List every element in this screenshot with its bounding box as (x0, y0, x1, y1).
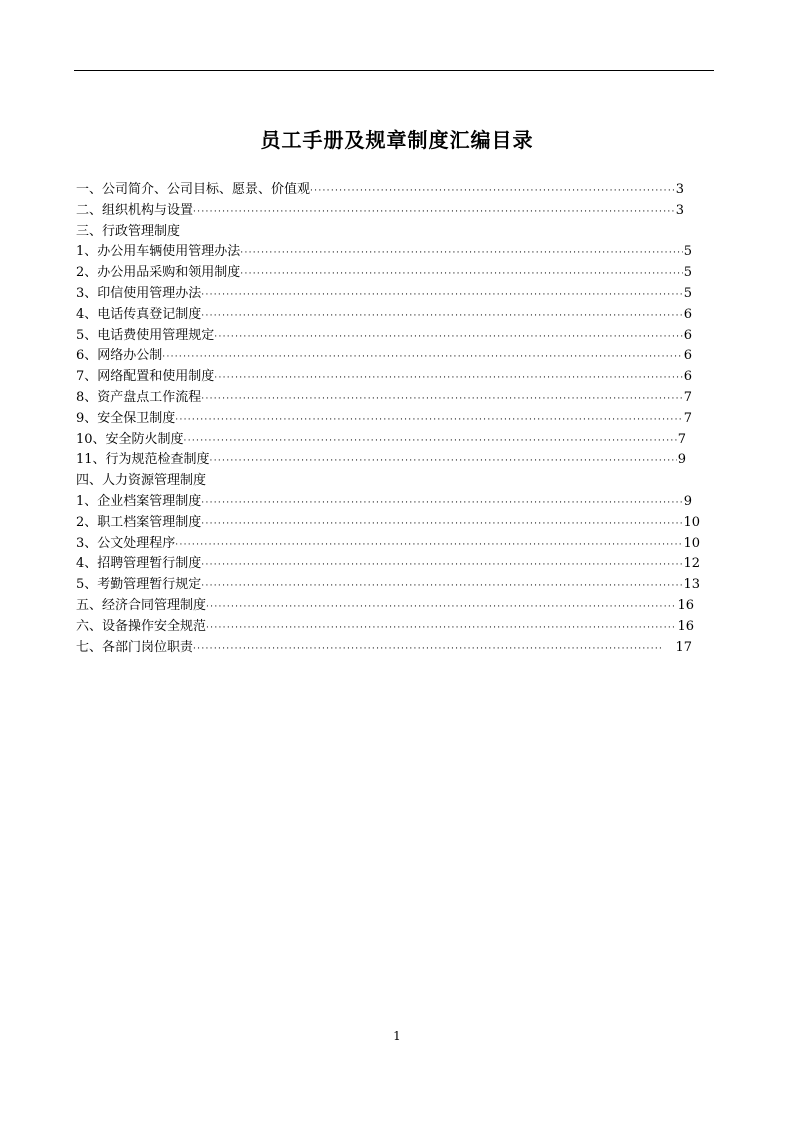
toc-leader-dots (206, 597, 676, 618)
toc-entry[interactable] (76, 367, 692, 388)
toc-leader-dots (201, 514, 682, 535)
toc-entry[interactable] (76, 596, 694, 617)
toc-entry[interactable] (76, 284, 692, 305)
toc-entry[interactable] (76, 471, 716, 492)
toc-leader-dots (184, 431, 677, 452)
toc-leader-dots (175, 535, 682, 556)
toc-leader-dots (201, 555, 682, 576)
toc-entry[interactable] (76, 305, 692, 326)
toc-entry[interactable] (76, 450, 686, 471)
toc-entry-label: 3、公文处理程序 (76, 535, 176, 551)
toc-entry-page: 3 (675, 202, 684, 218)
toc-entry-page: 9 (677, 452, 686, 468)
toc-entry-label: 11、行为规范检查制度 (76, 452, 210, 468)
toc-entry[interactable] (76, 388, 692, 409)
toc-leader-dots (310, 181, 675, 202)
toc-entry-page: 10 (683, 535, 700, 551)
toc-entry[interactable] (76, 242, 692, 263)
toc-leader-dots (240, 264, 682, 285)
toc-entry-label: 7、网络配置和使用制度 (76, 369, 215, 385)
toc-leader-dots (193, 202, 675, 223)
toc-entry[interactable] (76, 575, 700, 596)
toc-entry-label: 五、经济合同管理制度 (76, 597, 207, 613)
toc-entry-label: 9、安全保卫制度 (76, 410, 176, 426)
toc-entry-label: 三、行政管理制度 (76, 223, 181, 239)
toc-entry-page: 6 (683, 369, 692, 385)
toc-entry[interactable] (76, 430, 686, 451)
toc-entry[interactable] (76, 326, 692, 347)
toc-leader-dots (214, 327, 682, 348)
toc-entry-page: 6 (683, 348, 692, 364)
toc-entry-label: 一、公司简介、公司目标、愿景、价值观 (76, 182, 311, 197)
document-title: 员工手册及规章制度汇编目录 (260, 128, 534, 152)
toc-entry-page: 7 (683, 389, 692, 405)
toc-entry-page: 5 (683, 244, 692, 260)
toc-entry[interactable] (76, 409, 692, 430)
toc-entry-label: 1、企业档案管理制度 (76, 493, 202, 509)
toc-entry[interactable] (76, 617, 694, 638)
toc-entry-label: 3、印信使用管理办法 (76, 285, 202, 301)
toc-leader-dots (201, 493, 682, 514)
toc-leader-dots (201, 306, 682, 327)
toc-entry-label: 5、考勤管理暂行规定 (76, 577, 202, 593)
toc-leader-dots (210, 451, 677, 472)
toc-entry-label: 四、人力资源管理制度 (76, 473, 207, 489)
toc-entry-label: 4、招聘管理暂行制度 (76, 556, 202, 572)
toc-entry-page: 10 (683, 514, 700, 530)
toc-entry-label: 4、电话传真登记制度 (76, 306, 202, 322)
toc-leader-dots (193, 639, 661, 660)
toc-entry-page: 12 (683, 556, 700, 572)
toc-entry-page: 13 (683, 577, 700, 593)
toc-leader-dots (214, 368, 682, 389)
toc-leader-dots (206, 618, 676, 639)
page-number: 1 (393, 1029, 401, 1043)
toc-entry-page: 9 (683, 493, 692, 509)
toc-entry[interactable] (76, 263, 692, 284)
toc-entry[interactable] (76, 201, 684, 222)
toc-entry[interactable] (76, 638, 692, 659)
toc-leader-dots (201, 576, 682, 597)
toc-entry-page: 6 (683, 306, 692, 322)
toc-entry-page: 7 (683, 410, 692, 426)
toc-entry-page: 7 (677, 431, 686, 447)
toc-entry-page: 5 (683, 285, 692, 301)
toc-entry-page: 16 (677, 618, 694, 634)
toc-entry-label: 6、网络办公制 (76, 348, 163, 364)
toc-entry-page: 17 (675, 639, 692, 655)
toc-entry-label: 六、设备操作安全规范 (76, 618, 207, 634)
toc-leader-dots (201, 285, 682, 306)
toc-leader-dots (240, 243, 682, 264)
toc-entry[interactable] (76, 180, 684, 201)
toc-entry-label: 8、资产盘点工作流程 (76, 389, 202, 405)
toc-entry-label: 5、电话费使用管理规定 (76, 327, 215, 343)
header-rule (74, 70, 714, 71)
toc-leader-dots (175, 410, 682, 431)
toc-leader-dots (162, 347, 682, 368)
toc-entry[interactable] (76, 554, 700, 575)
toc-entry-label: 七、各部门岗位职责 (76, 639, 194, 655)
toc-entry[interactable] (76, 346, 692, 367)
toc-entry[interactable] (76, 534, 700, 555)
toc-leader-dots (201, 389, 682, 410)
toc-entry-page: 3 (675, 182, 684, 197)
toc-entry-page: 16 (677, 597, 694, 613)
toc-entry-label: 10、安全防火制度 (76, 431, 184, 447)
toc-entry[interactable] (76, 492, 692, 513)
toc-entry-page: 5 (683, 265, 692, 281)
table-of-contents (76, 180, 716, 658)
toc-entry[interactable] (76, 513, 700, 534)
toc-entry-label: 二、组织机构与设置 (76, 202, 194, 218)
toc-entry-label: 2、办公用品采购和领用制度 (76, 265, 241, 281)
toc-entry-label: 2、职工档案管理制度 (76, 514, 202, 530)
toc-entry-page: 6 (683, 327, 692, 343)
toc-entry-label: 1、办公用车辆使用管理办法 (76, 244, 241, 260)
toc-entry[interactable] (76, 222, 716, 243)
